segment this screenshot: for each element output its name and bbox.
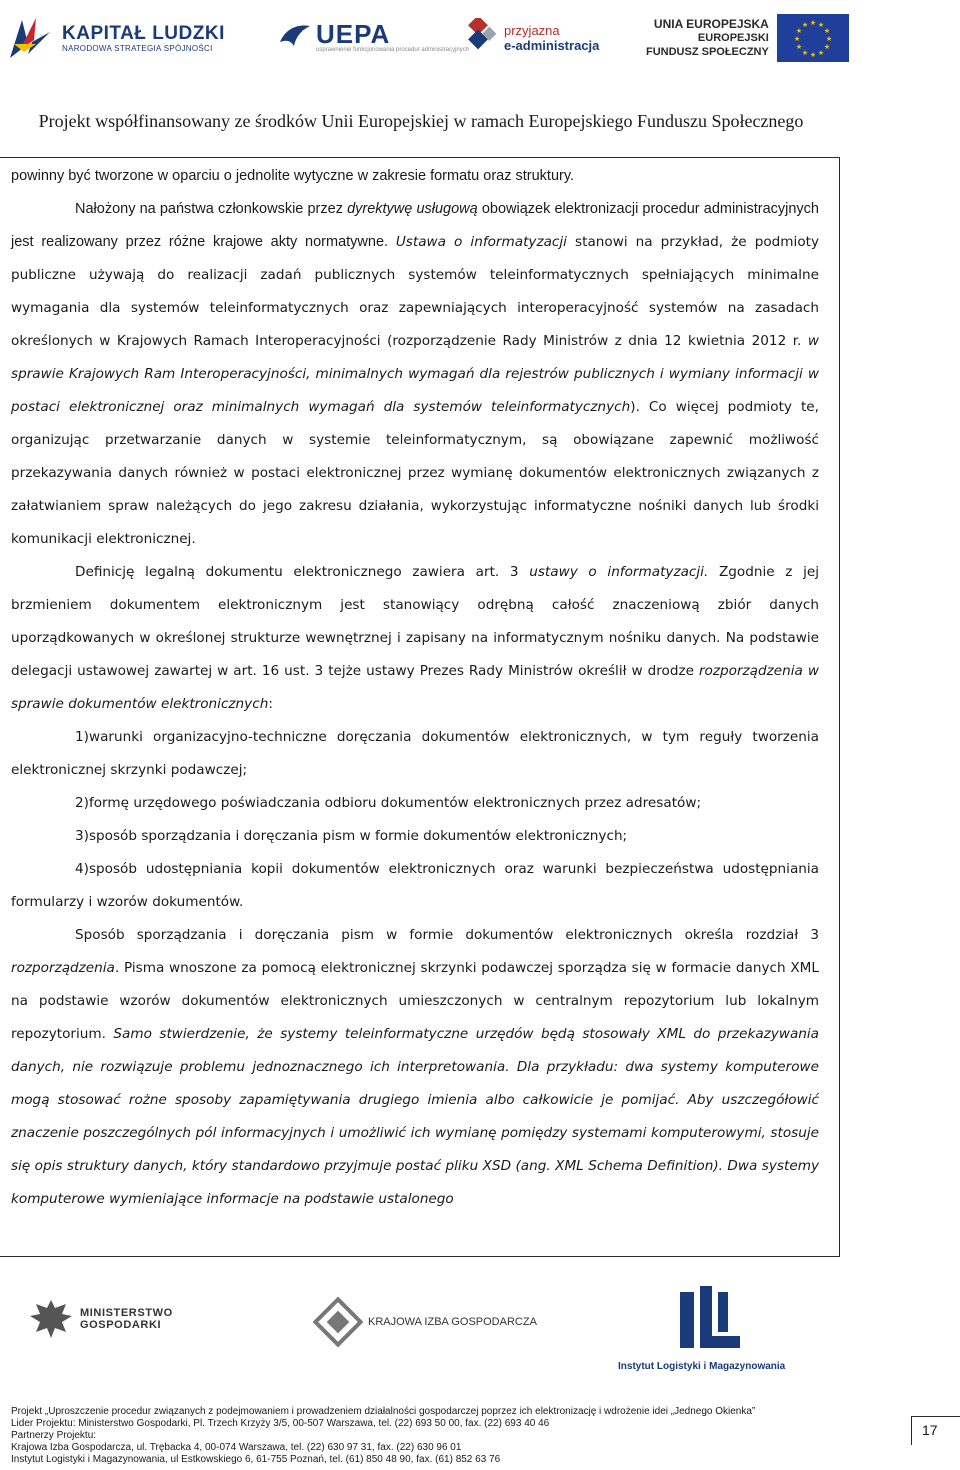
uepa-logo	[278, 20, 469, 54]
eu-fund-logo	[646, 14, 849, 62]
kapital-ludzki-emblem-icon	[6, 14, 54, 64]
eu-line3: FUNDUSZ SPOŁECZNY	[646, 46, 769, 58]
pea-line2: e-administracja	[504, 38, 600, 53]
paragraph-2: Nałożony na państwa członkowskie przez dyrektywę usługową obowiązek elektronizacji procedur administracyjnych jest realizowany przez różne krajowe akty normatywne. Ustawa o informatyzacji stanowi na przykład, że podmioty publiczne używają do realizacji zadań publicznych systemów teleinformatycznych spełniających minimalne wymagania dla systemów teleinformatycznych oraz zapewniających interoperacyjność systemów na zasadach określonych w Krajowych Ramach Interoperacyjności (rozporządzenie Rady Ministrów z dnia 12 kwietnia 2012 r. w sprawie Krajowych Ram Interoperacyjności, minimalnych wymagań dla rejestrów publicznych i wymiany informacji w postaci elektronicznej oraz minimalnych wymagań dla systemów teleinformatycznych). Co więcej podmioty te, organizując przetwarzanie danych w systemie teleinformatycznym, są obowiązane zapewnić możliwość przekazywania danych również w postaci elektronicznej przez wymianę dokumentów elektronicznych związanych z załatwianiem spraw należących do jego zakresu działania, wykorzystując informatyczne nośniki danych lub środki komunikacji elektronicznej.	[11, 201, 820, 547]
kig-logo	[312, 1296, 537, 1348]
svg-text:★: ★	[817, 49, 824, 57]
eu-line2: EUROPEJSKI	[697, 32, 769, 44]
polish-eagle-icon	[26, 1296, 76, 1342]
svg-text:★: ★	[795, 43, 802, 51]
puzzle-icon	[458, 18, 498, 58]
kig-emblem-icon	[312, 1296, 364, 1348]
footer-line-4: Krajowa Izba Gospodarcza, ul. Trębacka 4, 00-074 Warszawa, tel. (22) 630 97 31, fax. (22) 630 96 01	[11, 1442, 462, 1453]
ministerstwo-gospodarki-logo	[26, 1296, 173, 1342]
kig-name: KRAJOWA IZBA GOSPODARCZA	[368, 1316, 537, 1328]
eu-line1: UNIA EUROPEJSKA	[653, 17, 769, 31]
svg-text:★: ★	[825, 35, 832, 43]
svg-text:★: ★	[801, 21, 808, 29]
page-number: 17	[922, 1422, 938, 1438]
paragraph-3: Definicję legalną dokumentu elektronicznego zawiera art. 3 ustawy o informatyzacji. Zgodnie z jej brzmieniem dokumentem elektronicznym jest stanowiący odrębną całość znaczeniową zbiór danych uporządkowanych w określonej strukturze wewnętrznej i zapisany na informatycznym nośniku danych. Na podstawie delegacji ustawowej zawartej w art. 16 ust. 3 tejże ustawy Prezes Rady Ministrów określił w drodze rozporządzenia w sprawie dokumentów elektronicznych:	[11, 564, 819, 712]
footer-line-5: Instytut Logistyki i Magazynowania, ul Estkowskiego 6, 61-755 Poznań, tel. (61) 850 48 90, fax. (61) 852 63 76	[11, 1454, 501, 1465]
footer-line-2: Lider Projektu: Ministerstwo Gospodarki, Pl. Trzech Krzyży 3/5, 00-507 Warszawa, tel. (22) 693 50 00, fax. (22) 693 40 46	[11, 1418, 550, 1429]
footer-line-3: Partnerzy Projektu:	[11, 1430, 97, 1441]
mg-line1: MINISTERSTWO	[80, 1307, 173, 1319]
cofinancing-notice: Projekt współfinansowany ze środków Unii Europejskiej w ramach Europejskiego Funduszu Społecznego	[38, 111, 804, 131]
project-footer	[11, 1406, 871, 1466]
svg-text:★: ★	[793, 35, 800, 43]
przyjazna-e-administracja-logo	[458, 18, 599, 58]
uepa-name: UEPA	[316, 18, 391, 49]
svg-text:★: ★	[795, 27, 802, 35]
mg-line2: GOSPODARKI	[80, 1319, 162, 1331]
paragraph-1: powinny być tworzone w oparciu o jednolite wytyczne w zakresie formatu oraz struktury.	[11, 168, 575, 184]
uepa-subtitle: usprawnienie funkcjonowania procedur administracyjnych	[316, 46, 470, 53]
uepa-bird-icon	[278, 20, 312, 54]
svg-text:★: ★	[823, 43, 830, 51]
ilim-emblem-icon	[618, 1282, 768, 1352]
kapital-ludzki-name: KAPITAŁ LUDZKI	[62, 23, 225, 44]
list-item-1: 1)warunki organizacyjno-techniczne doręczania dokumentów elektronicznych, w tym reguły tworzenia elektronicznej skrzynki podawczej;	[11, 729, 819, 778]
svg-text:★: ★	[823, 27, 830, 35]
svg-text:★: ★	[809, 51, 816, 59]
svg-text:★: ★	[801, 49, 808, 57]
list-item-3: 3)sposób sporządzania i doręczania pism w formie dokumentów elektronicznych;	[75, 828, 628, 844]
kapital-ludzki-subtitle: NARODOWA STRATEGIA SPÓJNOŚCI	[62, 44, 213, 53]
pea-line1: przyjazna	[504, 23, 560, 38]
kapital-ludzki-logo	[6, 14, 225, 64]
ilim-name: Instytut Logistyki i Magazynowania	[618, 1361, 786, 1372]
document-body	[11, 160, 819, 1216]
eu-flag-icon	[777, 14, 849, 62]
svg-text:★: ★	[809, 19, 816, 27]
footer-line-1: Projekt „Uproszczenie procedur związanych z podejmowaniem i prowadzeniem działalności gospodarczej poprzez ich elektronizację i wdrożenie idei „Jednego Okienka”	[11, 1406, 756, 1417]
ilim-logo	[618, 1282, 785, 1372]
list-item-4: 4)sposób udostępniania kopii dokumentów elektronicznych oraz warunki bezpieczeństwa udostępniania formularzy i wzorów dokumentów.	[11, 861, 819, 910]
svg-text:★: ★	[817, 21, 824, 29]
list-item-2: 2)formę urzędowego poświadczania odbioru dokumentów elektronicznych przez adresatów;	[75, 795, 702, 811]
paragraph-4: Sposób sporządzania i doręczania pism w formie dokumentów elektronicznych określa rozdział 3 rozporządzenia. Pisma wnoszone za pomocą elektronicznej skrzynki podawczej sporządza się w formacie danych XML na podstawie wzorów dokumentów elektronicznych umieszczonych w centralnym repozytorium lub lokalnym repozytorium. Samo stwierdzenie, że systemy teleinformatyczne urzędów będą stosowały XML do przekazywania danych, nie rozwiązuje problemu jednoznacznego ich interpretowania. Dla przykładu: dwa systemy komputerowe mogą stosować rożne sposoby zapamiętywania drugiego imienia albo całkowicie je pomijać. Aby uszczegółowić znaczenie poszczególnych pól informacyjnych i umożliwić ich wymianę pomiędzy systemami komputerowymi, stosuje się opis struktury danych, który standardowo przyjmuje postać pliku XSD (ang. XML Schema Definition). Dwa systemy komputerowe wymieniające informacje na podstawie ustalonego	[11, 927, 820, 1207]
